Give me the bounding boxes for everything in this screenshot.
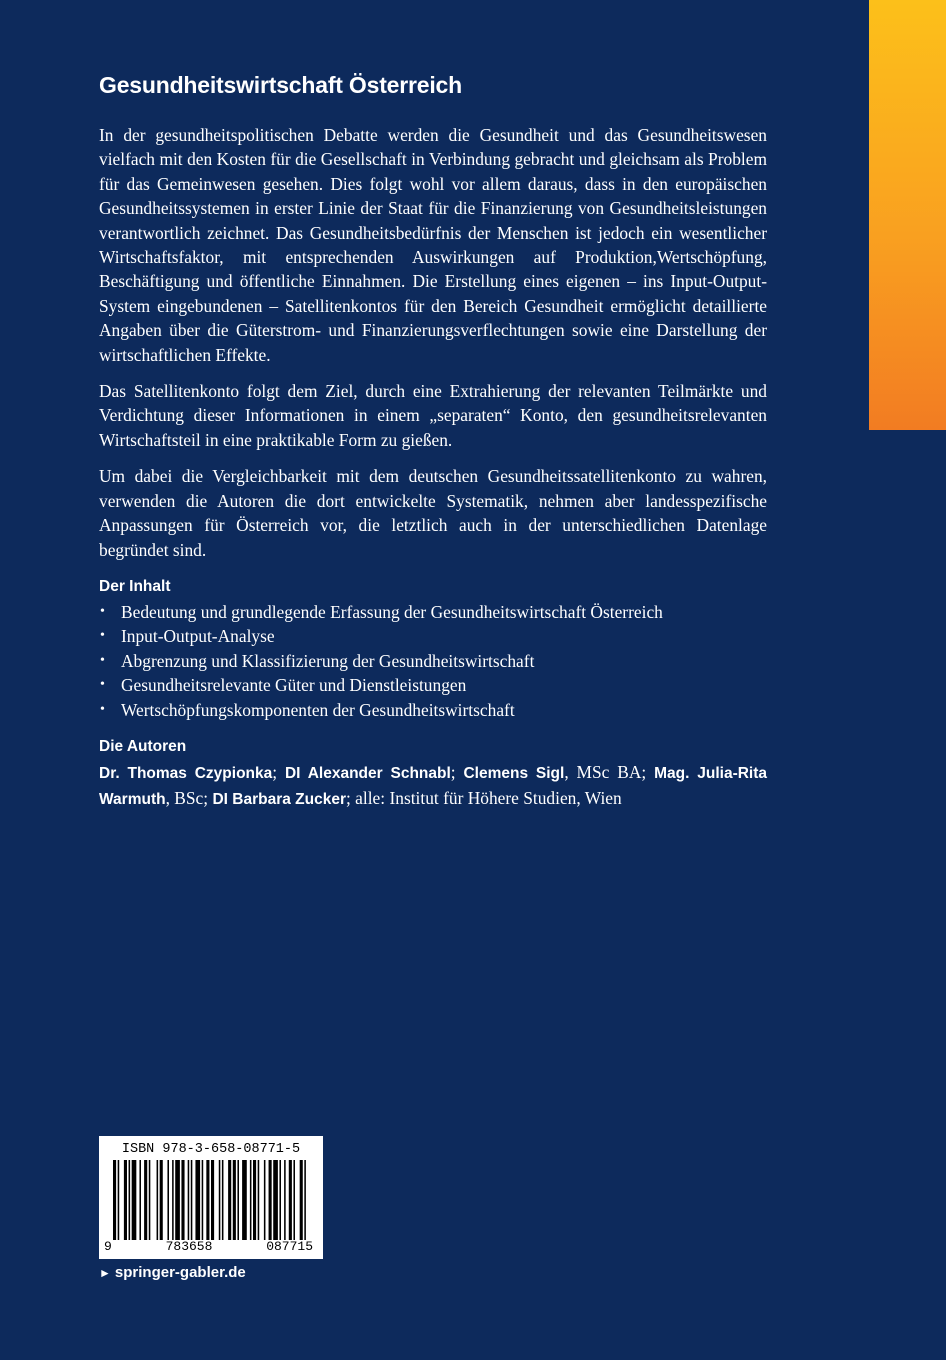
bullet-icon: •: [100, 628, 105, 644]
bullet-icon: •: [100, 677, 105, 693]
separator: ;: [272, 761, 285, 782]
list-item-text: Wertschöpfungskomponenten der Gesundheitswirtschaft: [121, 699, 515, 720]
list-item: [99, 600, 767, 624]
separator: ;: [450, 761, 464, 782]
barcode-bar: [258, 1160, 260, 1240]
barcode-bar: [300, 1160, 303, 1240]
barcode-bar: [191, 1160, 193, 1240]
back-cover-text: [99, 72, 767, 813]
description-paragraph-2: Das Satellitenkonto folgt dem Ziel, durch eine Extrahierung der relevanten Teilmärkte und Verdichtung dieser Informationen in einem „separaten“ Konto, den gesundheitsrelevanten Wirtschaftsteil in eine praktikable Form zu gießen.: [99, 381, 767, 450]
barcode-bar: [167, 1160, 169, 1240]
barcode-bar: [144, 1160, 147, 1240]
list-item-text: Input-Output-Analyse: [121, 626, 275, 647]
barcode-bar: [202, 1160, 204, 1240]
barcode-bar: [242, 1160, 247, 1240]
description-paragraph-3: Um dabei die Vergleichbarkeit mit dem deutschen Gesundheitssatellitenkonto zu wahren, verwenden die Autoren die dort entwickelte Systematik, nehmen aber landesspezifische Anpassungen für Österreich vor, die letztlich auch in der unterschiedlichen Datenlage begründet sind.: [99, 466, 767, 560]
barcode-bar: [279, 1160, 281, 1240]
barcode-bar: [124, 1160, 127, 1240]
bullet-icon: •: [100, 701, 105, 717]
barcode-bar: [181, 1160, 184, 1240]
list-item-text: Bedeutung und grundlegende Erfassung der Gesundheitswirtschaft Österreich: [121, 601, 663, 622]
barcode-bar: [139, 1160, 141, 1240]
isbn-barcode: [99, 1136, 323, 1259]
barcode-digits: [99, 1239, 323, 1254]
bullet-icon: •: [100, 603, 105, 619]
barcode-bar: [289, 1160, 292, 1240]
barcode-bar: [237, 1160, 239, 1240]
barcode-bar: [273, 1160, 278, 1240]
barcode-bar: [269, 1160, 272, 1240]
barcode-bar: [233, 1160, 236, 1240]
barcode-bar: [211, 1160, 214, 1240]
barcode-bar: [157, 1160, 159, 1240]
book-title: Gesundheitswirtschaft Österreich: [99, 72, 462, 98]
barcode-bar: [195, 1160, 200, 1240]
barcode-bar: [206, 1160, 209, 1240]
author-name: Dr. Thomas Czypionka: [99, 764, 273, 782]
arrow-right-icon: ►: [99, 1266, 111, 1280]
contents-heading: Der Inhalt: [99, 577, 171, 595]
barcode-bar: [264, 1160, 266, 1240]
list-item-text: Gesundheitsrelevante Güter und Dienstleistungen: [121, 675, 467, 696]
barcode-bar: [175, 1160, 180, 1240]
barcode-bar: [253, 1160, 256, 1240]
contents-list: [99, 600, 767, 722]
barcode-bar: [219, 1160, 221, 1240]
author-name: Clemens Sigl: [463, 764, 565, 782]
barcode-bar: [304, 1160, 306, 1240]
author-name: DI Barbara Zucker: [212, 791, 346, 809]
barcode-bars: [113, 1160, 309, 1240]
author-degree: , MSc BA;: [564, 761, 655, 782]
barcode-digit-lead: 9: [104, 1239, 112, 1254]
list-item-text: Abgrenzung und Klassifizierung der Gesundheitswirtschaft: [121, 650, 535, 671]
barcode-bar: [118, 1160, 120, 1240]
orange-accent-bar: [869, 0, 946, 430]
barcode-bar: [149, 1160, 151, 1240]
barcode-bar: [113, 1160, 116, 1240]
isbn-number: ISBN 978-3-658-08771-5: [121, 1142, 301, 1157]
barcode-bar: [172, 1160, 174, 1240]
barcode-bar: [228, 1160, 231, 1240]
barcode-bar: [250, 1160, 252, 1240]
bullet-icon: •: [100, 652, 105, 668]
list-item: [99, 698, 767, 722]
barcode-digits-right: 087715: [266, 1239, 313, 1254]
description-paragraph-1: In der gesundheitspolitischen Debatte werden die Gesundheit und das Gesundheitswesen vielfach mit den Kosten für die Gesellschaft in Verbindung gebracht und gleichsam als Problem für das Gemeinwesen gesehen. Dies folgt wohl vor allem daraus, dass in den europäischen Gesundheitssystemen in erster Linie der Staat für die Finanzierung von Gesundheitsleistungen verantwortlich zeichnet. Das Gesundheitsbedürfnis der Menschen ist jedoch ein wesentlicher Wirtschaftsfaktor, mit entsprechenden Auswirkungen auf Produktion,Wertschöpfung, Beschäftigung und öffentliche Einnahmen. Die Erstellung eines eigenen – ins Input-Output-System eingebundenen – Satellitenkontos für den Bereich Gesundheit ermöglicht detaillierte Angaben über die Güterstrom- und Finanzierungsverflechtungen sowie eine Darstellung der wirtschaftlichen Effekte.: [99, 125, 767, 365]
list-item: [99, 624, 767, 648]
barcode-bar: [129, 1160, 131, 1240]
list-item: [99, 649, 767, 673]
author-name: DI Alexander Schnabl: [284, 764, 451, 782]
author-name: Mag. Julia-Rita Warmuth: [99, 764, 768, 809]
barcode-bar: [293, 1160, 295, 1240]
website-url: springer-gabler.de: [114, 1264, 246, 1281]
publisher-website[interactable]: [99, 1264, 246, 1281]
barcode-bar: [160, 1160, 163, 1240]
barcode-bar: [222, 1160, 224, 1240]
barcode-bar: [188, 1160, 190, 1240]
authors-text: [99, 760, 767, 813]
author-affiliation: ; alle: Institut für Höhere Studien, Wien: [346, 788, 622, 809]
barcode-digits-left: 783658: [165, 1239, 213, 1254]
authors-heading: Die Autoren: [99, 737, 187, 755]
list-item: [99, 673, 767, 697]
barcode-bar: [132, 1160, 137, 1240]
barcode-bar: [284, 1160, 286, 1240]
author-degree: , BSc;: [165, 788, 213, 809]
